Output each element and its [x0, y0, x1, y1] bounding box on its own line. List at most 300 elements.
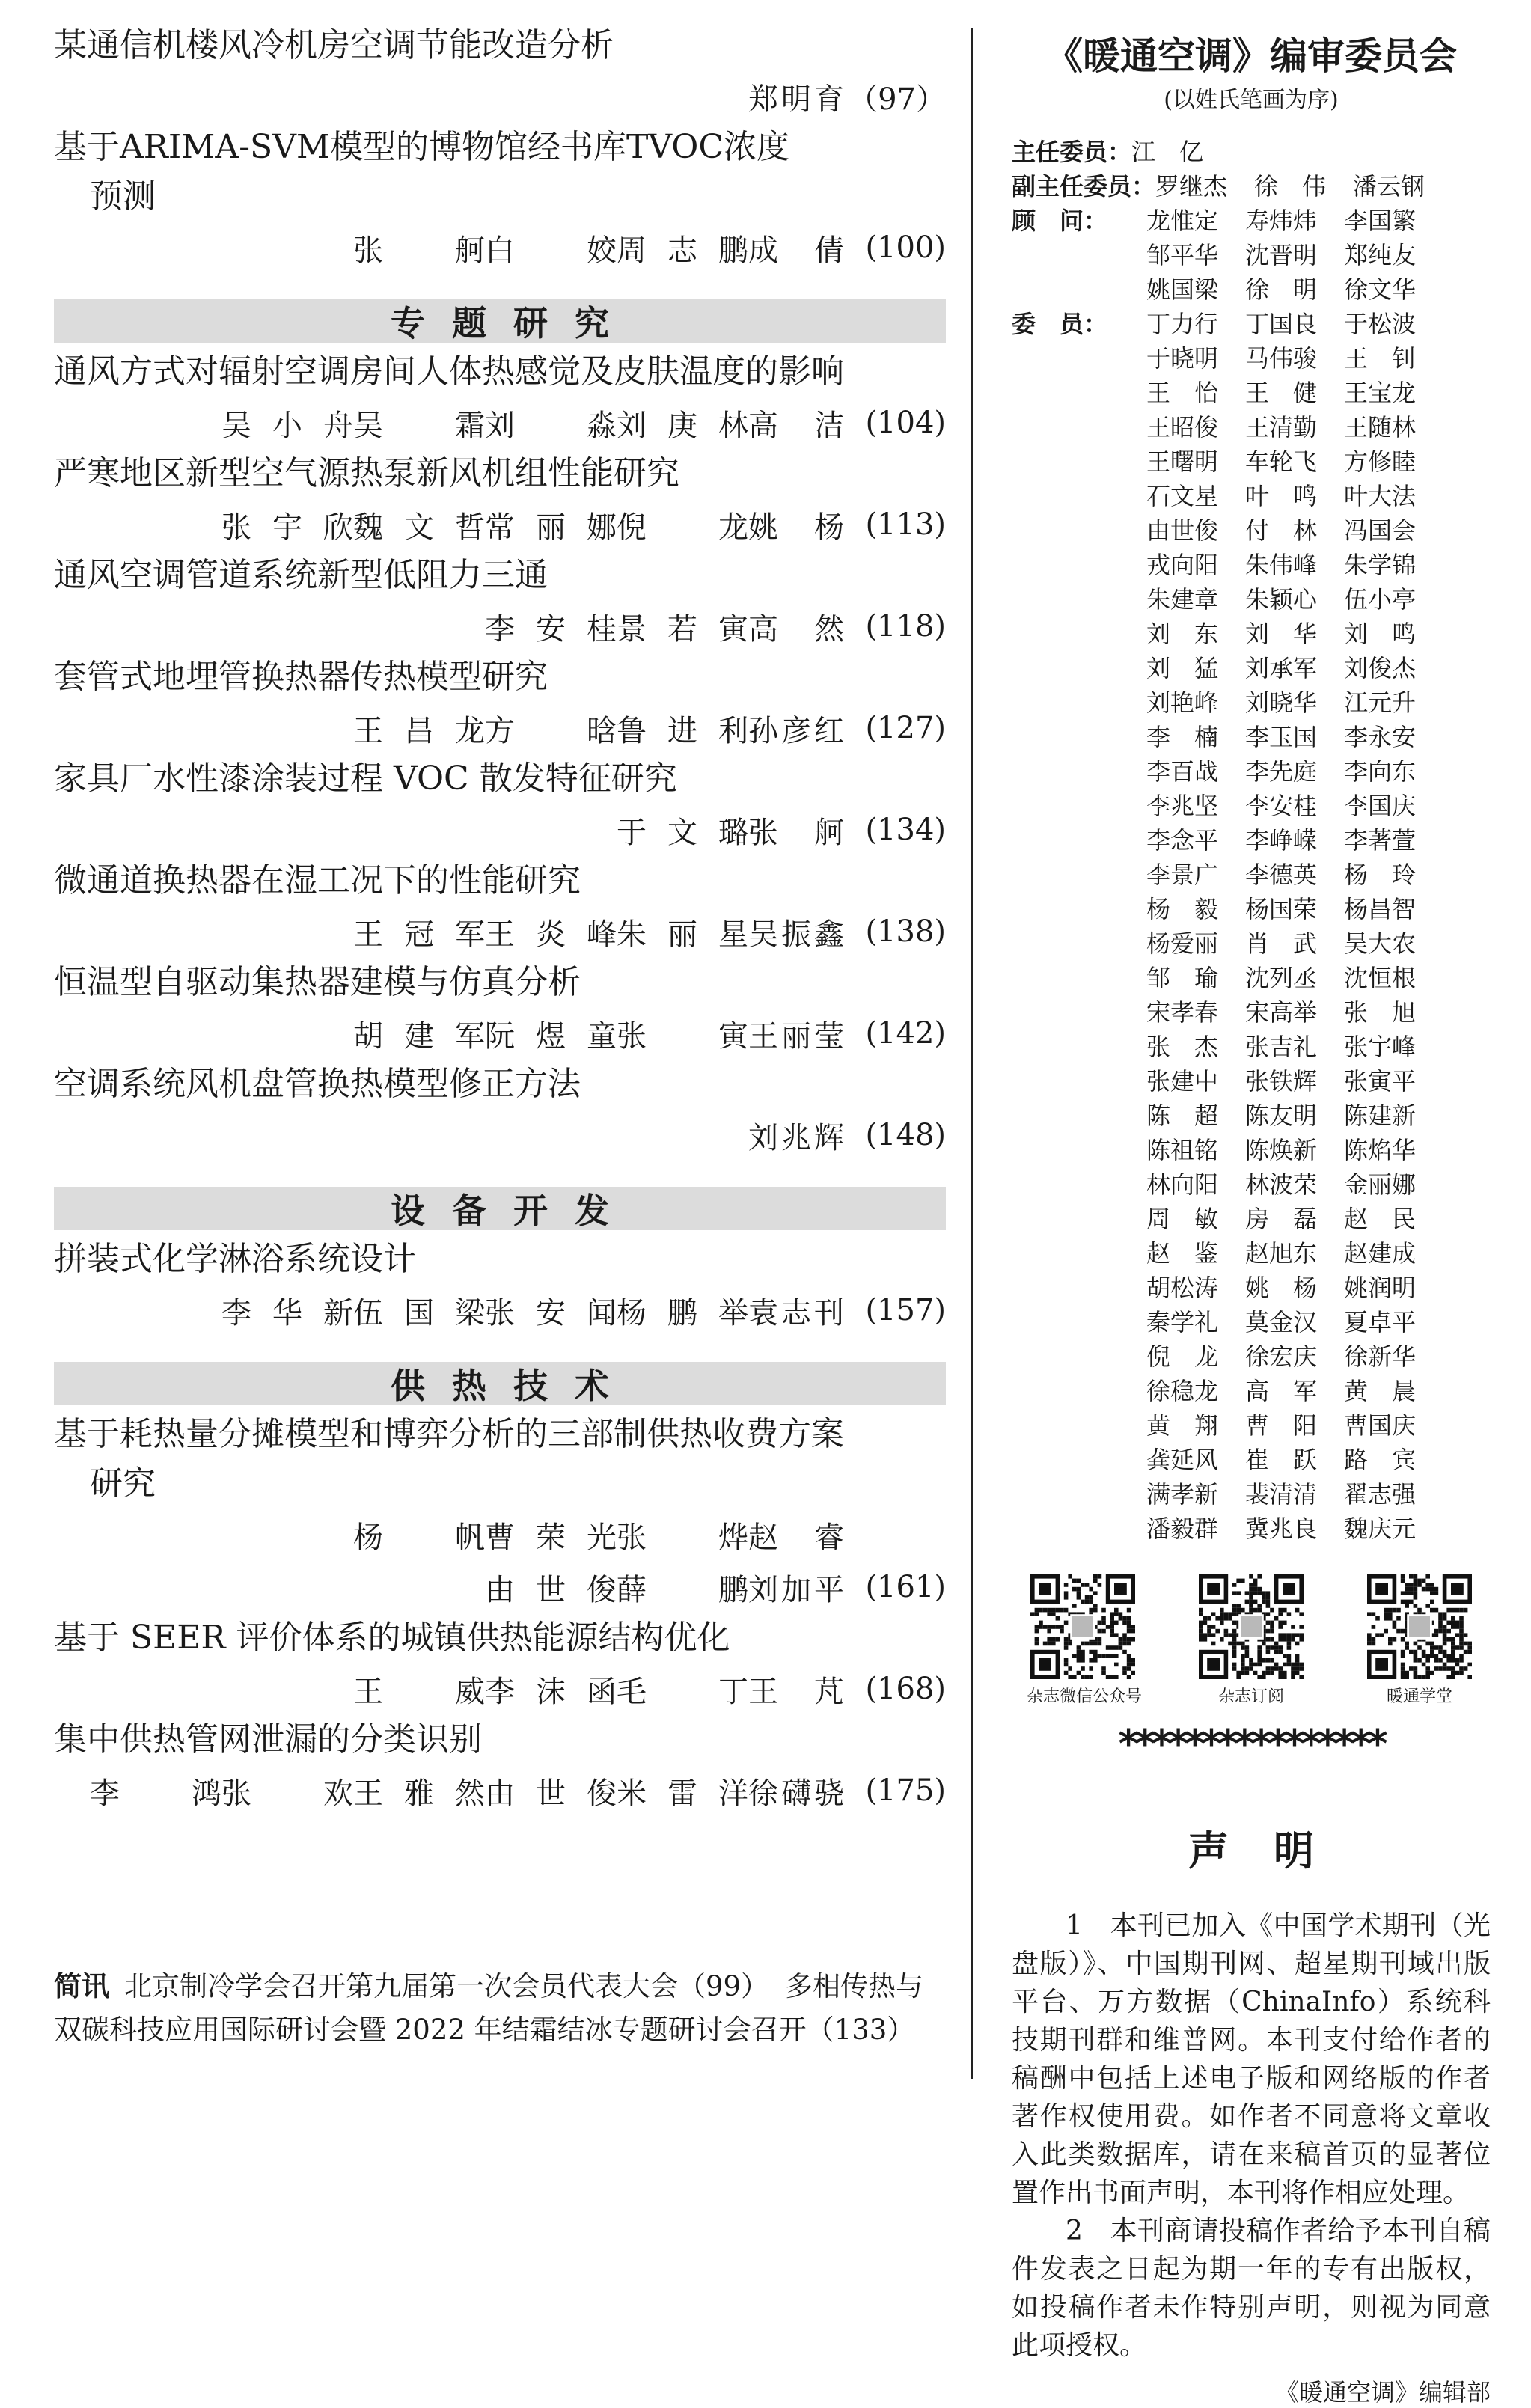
author-name: 杨 帆 [353, 1520, 485, 1555]
author-row [54, 702, 946, 754]
member-name: 宋高举 [1245, 998, 1318, 1027]
member-name: 李著萱 [1344, 826, 1417, 855]
article-title-line: 套管式地埋管换热器传热模型研究 [54, 658, 548, 696]
member-name: 邹 瑜 [1146, 964, 1219, 992]
member-name: 杨 毅 [1146, 895, 1219, 923]
article-title [54, 21, 946, 70]
member-name: 丁国良 [1245, 310, 1318, 338]
article-title [54, 347, 946, 397]
article-title-line: 集中供热管网泄漏的分类识别 [54, 1720, 482, 1758]
member-name: 赵建成 [1344, 1239, 1417, 1268]
member-name: 李国庆 [1344, 792, 1417, 820]
member-name: 张寅平 [1344, 1067, 1417, 1095]
author-name: 鲁进利 [617, 713, 748, 748]
author-name: 孙彦红 [748, 713, 844, 748]
author-name: 张宇欣 [221, 510, 353, 545]
member-name: 杨国荣 [1245, 895, 1318, 923]
author-row [54, 1663, 946, 1715]
author-name: 朱丽星 [617, 917, 748, 952]
article-title-line: 通风方式对辐射空调房间人体热感觉及皮肤温度的影响 [54, 352, 844, 391]
committee-title: 《暖通空调》编审委员会 [1045, 34, 1457, 78]
author-list [353, 911, 844, 953]
author-list [748, 1114, 844, 1157]
member-name: 寿炜炜 [1245, 207, 1318, 235]
qr-subscribe[interactable] [1195, 1574, 1307, 1707]
qr-caption: 杂志微信公众号 [1027, 1687, 1143, 1706]
member-name: 满孝新 [1146, 1480, 1219, 1509]
qr-school[interactable] [1363, 1574, 1476, 1707]
right-column [1012, 30, 1491, 2408]
role-names [1155, 169, 1452, 204]
author-row [54, 1007, 946, 1060]
member-name: 叶 鸣 [1245, 482, 1318, 510]
author-row [54, 1561, 946, 1613]
page-number: （97） [848, 82, 946, 117]
author-name: 李沫函 [485, 1674, 617, 1709]
member-name: 莫金汉 [1245, 1308, 1318, 1336]
qr-code-icon [1199, 1574, 1304, 1679]
toc-entry[interactable] [54, 754, 946, 856]
author-name: 吴 霜 [353, 408, 485, 443]
author-name: 伍国梁 [353, 1295, 485, 1330]
author-name: 刘庚林 [617, 408, 748, 443]
member-name: 张建中 [1146, 1067, 1219, 1095]
member-name: 林波荣 [1245, 1170, 1318, 1199]
member-name: 李先庭 [1245, 757, 1318, 786]
member-name: 徐宏庆 [1245, 1342, 1318, 1371]
member-name: 姚 杨 [1245, 1274, 1318, 1302]
member-name: 王曙明 [1146, 447, 1219, 476]
author-name: 杨鹏举 [617, 1295, 748, 1330]
member-name: 刘晓华 [1245, 688, 1318, 717]
toc-entry[interactable] [54, 1410, 946, 1613]
column-divider [971, 28, 973, 2079]
member-name: 魏庆元 [1344, 1515, 1417, 1543]
member-name: 宋孝春 [1146, 998, 1219, 1027]
member-name: 黄 翔 [1146, 1411, 1219, 1440]
member-name: 李向东 [1344, 757, 1417, 786]
article-title-line: 预测 [90, 177, 156, 216]
author-list [221, 504, 844, 546]
section-header [54, 299, 946, 343]
author-name: 胡建军 [353, 1018, 485, 1054]
member-name: 沈恒根 [1344, 964, 1417, 992]
member-name: 郑纯友 [1344, 241, 1417, 269]
section-header [54, 1187, 946, 1230]
article-title-line: 通风空调管道系统新型低阻力三通 [54, 556, 548, 594]
page-number: (175) [865, 1773, 946, 1808]
role-label: 副主任委员： [1012, 172, 1156, 201]
page-number: (127) [865, 711, 946, 745]
member-name: 李永安 [1344, 723, 1417, 751]
member-name: 车轮飞 [1245, 447, 1318, 476]
author-list [90, 1770, 844, 1812]
author-name: 魏文哲 [353, 510, 485, 545]
author-name: 米雷洋 [617, 1776, 748, 1811]
member-name: 姚国梁 [1146, 275, 1219, 304]
member-name: 赵旭东 [1245, 1239, 1318, 1268]
member-name: 刘艳峰 [1146, 688, 1219, 717]
toc-entry[interactable] [54, 347, 946, 449]
article-title-line: 家具厂水性漆涂装过程 VOC 散发特征研究 [54, 760, 677, 798]
member-name: 刘 东 [1146, 620, 1219, 648]
article-title-line: 空调系统风机盘管换热模型修正方法 [54, 1065, 581, 1103]
member-name: 罗继杰 [1155, 172, 1228, 201]
author-list [353, 1514, 844, 1556]
author-name: 白 姣 [485, 233, 617, 268]
member-name: 潘毅群 [1146, 1515, 1219, 1543]
member-name: 张铁辉 [1245, 1067, 1318, 1095]
member-name: 高 军 [1245, 1377, 1318, 1405]
qr-code-icon [1367, 1574, 1472, 1679]
page-number: (100) [865, 230, 946, 265]
article-title [54, 1613, 946, 1663]
member-name: 杨爱丽 [1146, 929, 1219, 958]
author-list [221, 402, 844, 444]
member-name: 王随林 [1344, 413, 1417, 441]
author-name: 张 舸 [748, 815, 844, 850]
member-name: 徐稳龙 [1146, 1377, 1219, 1405]
author-row [54, 70, 946, 123]
author-name: 薛 鹏 [617, 1572, 748, 1607]
member-name: 江 亿 [1131, 138, 1204, 166]
author-name: 刘 淼 [485, 408, 617, 443]
member-name: 于晓明 [1146, 344, 1219, 373]
member-name: 伍小亭 [1344, 585, 1417, 614]
page-number: (157) [865, 1293, 946, 1327]
page-number: (113) [865, 507, 946, 542]
member-name: 胡松涛 [1146, 1274, 1219, 1302]
declaration-title: 声明 [1188, 1827, 1359, 1874]
article-title [54, 1235, 946, 1284]
news-item: 北京制冷学会召开第九届第一次会员代表大会（99） [124, 1970, 769, 2002]
qr-caption: 暖通学堂 [1386, 1687, 1452, 1706]
table-of-contents [54, 21, 946, 1817]
article-title-line: 基于耗热量分摊模型和博弈分析的三部制供热收费方案 [54, 1415, 844, 1453]
article-title-line: 严寒地区新型空气源热泵新风机组性能研究 [54, 454, 679, 492]
member-name: 刘俊杰 [1344, 654, 1417, 682]
member-name: 陈 超 [1146, 1101, 1219, 1130]
role-names [1146, 204, 1491, 307]
member-name: 徐文华 [1344, 275, 1417, 304]
member-name: 赵 民 [1344, 1205, 1417, 1233]
page-number: (142) [865, 1016, 946, 1051]
author-name: 赵 睿 [748, 1520, 844, 1555]
author-name: 袁志刊 [748, 1295, 844, 1330]
member-name: 刘 鸣 [1344, 620, 1417, 648]
member-name: 李景广 [1146, 861, 1219, 889]
article-title-line: 基于 SEER 评价体系的城镇供热能源结构优化 [54, 1619, 730, 1657]
toc-entry[interactable] [54, 653, 946, 754]
article-title [54, 449, 946, 498]
author-name: 于文璐 [617, 815, 748, 850]
member-name: 王清勤 [1245, 413, 1318, 441]
author-name: 由世俊 [485, 1776, 617, 1811]
committee-role [1012, 169, 1491, 204]
author-name: 张 烨 [617, 1520, 748, 1555]
author-name: 倪 龙 [617, 510, 748, 545]
member-name: 方修睦 [1344, 447, 1417, 476]
member-name: 李峥嵘 [1245, 826, 1318, 855]
member-name: 王 钊 [1344, 344, 1417, 373]
author-list [353, 1012, 844, 1055]
qr-wechat[interactable] [1027, 1574, 1143, 1707]
member-name: 徐 伟 [1254, 172, 1327, 201]
member-name: 周 敏 [1146, 1205, 1219, 1233]
qr-caption: 杂志订阅 [1217, 1687, 1284, 1706]
author-row [54, 498, 946, 551]
member-name: 王昭俊 [1146, 413, 1219, 441]
author-name: 王昌龙 [353, 713, 485, 748]
author-name: 王冠军 [353, 917, 485, 952]
member-name: 冀兆良 [1245, 1515, 1318, 1543]
article-title [54, 1715, 946, 1764]
article-title [54, 653, 946, 702]
role-label: 主任委员： [1012, 138, 1132, 166]
article-title [54, 754, 946, 804]
member-name: 陈焕新 [1245, 1136, 1318, 1164]
member-name: 李 楠 [1146, 723, 1219, 751]
author-list [617, 809, 844, 852]
toc-entry[interactable] [54, 1060, 946, 1161]
author-name: 高 洁 [748, 408, 844, 443]
toc-entry[interactable] [54, 551, 946, 653]
author-name: 由世俊 [485, 1572, 617, 1607]
member-name: 沈列丞 [1245, 964, 1318, 992]
member-name: 倪 龙 [1146, 1342, 1219, 1371]
author-list [353, 227, 844, 269]
member-name: 朱建章 [1146, 585, 1219, 614]
author-row [54, 600, 946, 653]
member-name: 夏卓平 [1344, 1308, 1417, 1336]
role-label: 顾 问： [1012, 207, 1108, 235]
author-name: 徐礴骁 [748, 1776, 844, 1811]
member-name: 陈祖铭 [1146, 1136, 1219, 1164]
news-brief [54, 1965, 946, 2052]
member-name: 李兆坚 [1146, 792, 1219, 820]
author-name: 阮煜童 [485, 1018, 617, 1054]
member-name: 徐新华 [1344, 1342, 1417, 1371]
role-label: 委 员： [1012, 310, 1108, 338]
member-name: 刘 猛 [1146, 654, 1219, 682]
member-name: 曹 阳 [1245, 1411, 1318, 1440]
member-name: 李百战 [1146, 757, 1219, 786]
member-name: 路 宾 [1344, 1446, 1417, 1474]
author-name: 张 舸 [353, 233, 485, 268]
author-name: 张安闻 [485, 1295, 617, 1330]
member-name: 由世俊 [1146, 516, 1219, 545]
member-name: 肖 武 [1245, 929, 1318, 958]
member-name: 王 怡 [1146, 379, 1219, 407]
section-title: 供热技术 [391, 1366, 636, 1406]
member-name: 裴清清 [1245, 1480, 1318, 1509]
toc-entry[interactable] [54, 958, 946, 1060]
author-name: 王丽莹 [748, 1018, 844, 1054]
article-title-line: 研究 [90, 1464, 156, 1503]
page-number: (104) [865, 406, 946, 440]
author-name: 毛 丁 [617, 1674, 748, 1709]
article-title [54, 1410, 946, 1509]
article-title-line: 基于ARIMA-SVM模型的博物馆经书库TVOC浓度 [54, 128, 790, 166]
article-title [54, 551, 946, 600]
member-name: 李国繁 [1344, 207, 1417, 235]
article-title-line: 微通道换热器在湿工况下的性能研究 [54, 861, 581, 899]
member-name: 金丽娜 [1344, 1170, 1417, 1199]
member-name: 徐 明 [1245, 275, 1318, 304]
author-name: 吴小舟 [221, 408, 353, 443]
member-name: 李玉国 [1245, 723, 1318, 751]
committee-role [1012, 307, 1491, 1546]
article-title [54, 123, 946, 221]
member-name: 杨 玲 [1344, 861, 1417, 889]
member-name: 张吉礼 [1245, 1033, 1318, 1061]
page-number: (134) [865, 813, 946, 847]
member-name: 朱伟峰 [1245, 551, 1318, 579]
author-row [54, 221, 946, 274]
member-name: 龚延风 [1146, 1446, 1219, 1474]
article-title [54, 958, 946, 1007]
author-row [54, 905, 946, 958]
article-title-line: 某通信机楼风冷机房空调节能改造分析 [54, 26, 614, 64]
toc-entry[interactable] [54, 1715, 946, 1817]
committee-subtitle: (以姓氏笔画为序) [1164, 87, 1339, 113]
member-name: 李念平 [1146, 826, 1219, 855]
author-name: 郑明育 [748, 82, 844, 117]
member-name: 刘承军 [1245, 654, 1318, 682]
author-row [54, 1509, 946, 1561]
member-name: 黄 晨 [1344, 1377, 1417, 1405]
toc-entry[interactable] [54, 1235, 946, 1336]
toc-entry[interactable] [54, 449, 946, 551]
author-name: 王 芃 [748, 1674, 844, 1709]
member-name: 曹国庆 [1344, 1411, 1417, 1440]
toc-entry[interactable] [54, 123, 946, 274]
member-name: 林向阳 [1146, 1170, 1219, 1199]
member-name: 吴大农 [1344, 929, 1417, 958]
declaration-paragraph: 2 本刊商请投稿作者给予本刊自稿件发表之日起为期一年的专有出版权，如投稿作者未作特别声明，则视为同意此项授权。 [1012, 2216, 1491, 2361]
member-name: 龙惟定 [1146, 207, 1219, 235]
member-name: 潘云钢 [1353, 172, 1425, 201]
page-number: (148) [865, 1118, 946, 1152]
member-name: 朱颖心 [1245, 585, 1318, 614]
article-title [54, 1060, 946, 1109]
committee-role [1012, 135, 1491, 169]
qr-code-row [1027, 1574, 1476, 1707]
author-list [485, 605, 844, 648]
member-name: 叶大法 [1344, 482, 1417, 510]
article-title-line: 恒温型自驱动集热器建模与仿真分析 [54, 963, 581, 1001]
member-name: 张宇峰 [1344, 1033, 1417, 1061]
member-name: 王宝龙 [1344, 379, 1417, 407]
member-name: 石文星 [1146, 482, 1219, 510]
author-name: 李 鸿 [90, 1776, 221, 1811]
member-name: 朱学锦 [1344, 551, 1417, 579]
role-names [1131, 135, 1230, 169]
member-name: 王 健 [1245, 379, 1318, 407]
news-item: 多相传热与双碳科技应用国际研讨会暨 2022 年结霜结冰专题研讨会召开（133） [54, 1970, 924, 2046]
author-list [748, 76, 844, 118]
member-name: 姚润明 [1344, 1274, 1417, 1302]
member-name: 戎向阳 [1146, 551, 1219, 579]
author-name: 吴振鑫 [748, 917, 844, 952]
author-name: 曹荣光 [485, 1520, 617, 1555]
author-name: 刘加平 [748, 1572, 844, 1607]
author-name: 李华新 [221, 1295, 353, 1330]
member-name: 于松波 [1344, 310, 1417, 338]
author-name: 刘兆辉 [748, 1120, 844, 1155]
author-list [353, 707, 844, 750]
committee-roles [1012, 135, 1491, 1546]
toc-entry[interactable] [54, 21, 946, 123]
author-name: 方 晗 [485, 713, 617, 748]
declaration-paragraph: 1 本刊已加入《中国学术期刊（光盘版）》、中国期刊网、超星期刊域出版平台、万方数据（ChinaInfo）系统科技期刊群和维普网。本刊支付给作者的稿酬中包括上述电子版和网络版的作者著作权使用费。如作者不同意将文章收入此类数据库，请在来稿首页的显著位置作出书面声明，本刊将作相应处理。 [1012, 1910, 1491, 2208]
member-name: 张 旭 [1344, 998, 1417, 1027]
member-name: 邹平华 [1146, 241, 1219, 269]
author-row [54, 1764, 946, 1817]
author-name: 姚 杨 [748, 510, 844, 545]
author-row [54, 397, 946, 449]
member-name: 陈友明 [1245, 1101, 1318, 1130]
author-name: 李安桂 [485, 611, 617, 647]
member-name: 杨昌智 [1344, 895, 1417, 923]
page-number: (168) [865, 1672, 946, 1706]
member-name: 翟志强 [1344, 1480, 1417, 1509]
member-name: 秦学礼 [1146, 1308, 1219, 1336]
member-name: 刘 华 [1245, 620, 1318, 648]
member-name: 房 磊 [1245, 1205, 1318, 1233]
member-name: 李安桂 [1245, 792, 1318, 820]
article-title-line: 拼装式化学淋浴系统设计 [54, 1240, 416, 1278]
toc-entry[interactable] [54, 856, 946, 958]
section-title: 专题研究 [391, 303, 636, 343]
star-separator: **************** [1118, 1722, 1384, 1767]
member-name: 冯国会 [1344, 516, 1417, 545]
member-name: 沈晋明 [1245, 241, 1318, 269]
qr-code-icon [1030, 1574, 1135, 1679]
toc-entry[interactable] [54, 1613, 946, 1715]
author-name: 周志鹏 [617, 233, 748, 268]
committee-role [1012, 204, 1491, 307]
article-title [54, 856, 946, 905]
page-number: (161) [865, 1570, 946, 1604]
author-name: 张 寅 [617, 1018, 748, 1054]
member-name: 付 林 [1245, 516, 1318, 545]
member-name: 江元升 [1344, 688, 1417, 717]
author-list [221, 1289, 844, 1332]
author-name: 高 然 [748, 611, 844, 647]
author-row [54, 1109, 946, 1161]
section-header [54, 1362, 946, 1405]
news-label: 简讯 [54, 1970, 109, 2002]
author-name: 王雅然 [353, 1776, 485, 1811]
declaration-signature: 《暖通空调》编辑部 [1274, 2378, 1491, 2407]
author-name: 王炎峰 [485, 917, 617, 952]
author-list [485, 1566, 844, 1609]
author-name: 常丽娜 [485, 510, 617, 545]
member-name: 丁力行 [1146, 310, 1219, 338]
member-name: 李德英 [1245, 861, 1318, 889]
author-name: 景若寅 [617, 611, 748, 647]
author-name: 张 欢 [221, 1776, 353, 1811]
author-name: 王 威 [353, 1674, 485, 1709]
member-name: 赵 鉴 [1146, 1239, 1219, 1268]
member-name: 张 杰 [1146, 1033, 1219, 1061]
author-row [54, 1284, 946, 1336]
page-number: (118) [865, 609, 946, 644]
page-number: (138) [865, 914, 946, 949]
member-name: 陈建新 [1344, 1101, 1417, 1130]
section-title: 设备开发 [391, 1191, 636, 1231]
